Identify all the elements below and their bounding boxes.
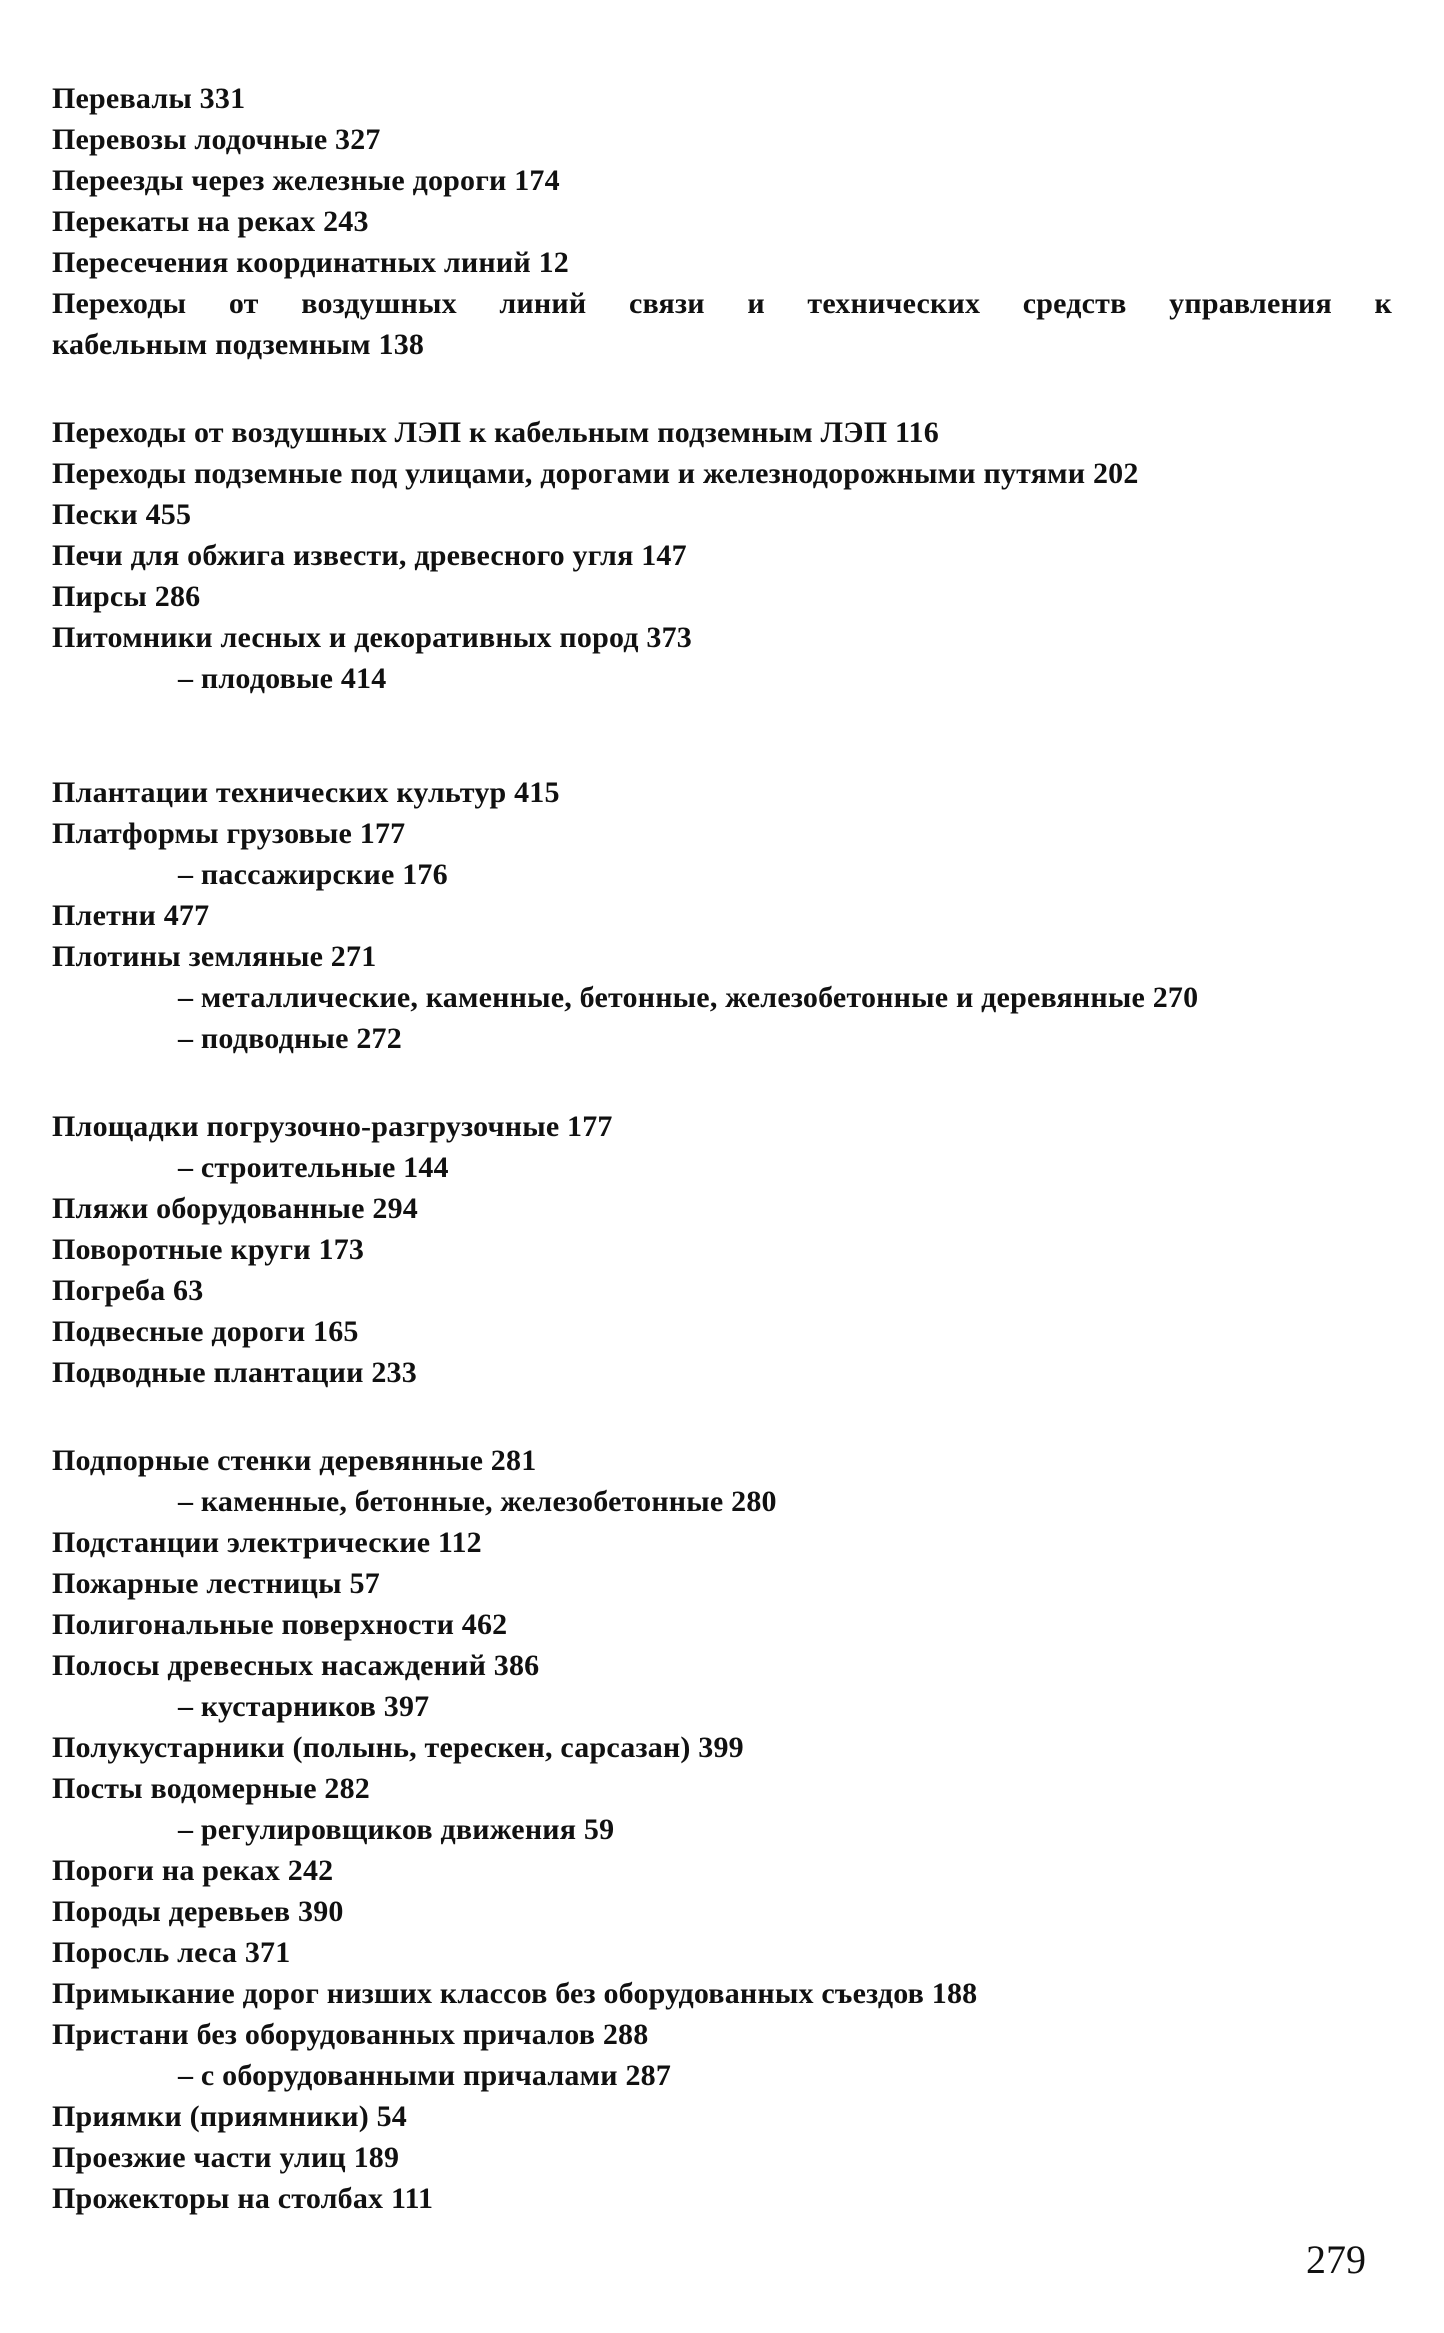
index-entry: Пристани без оборудованных причалов 288 [52, 2018, 649, 2051]
index-subentry: – с оборудованными причалами 287 [178, 2059, 672, 2092]
index-entry: Пирсы 286 [52, 580, 201, 613]
index-entry: Погреба 63 [52, 1274, 204, 1307]
index-entry: Пляжи оборудованные 294 [52, 1192, 418, 1225]
index-entry: Пересечения координатных линий 12 [52, 246, 569, 279]
index-entry: Платформы грузовые 177 [52, 817, 406, 850]
index-entry: Перекаты на реках 243 [52, 205, 369, 238]
index-subentry: – пассажирские 176 [178, 858, 448, 891]
index-entry: Переходы подземные под улицами, дорогами и железнодорожными путями 202 [52, 457, 1139, 490]
index-entry: Плантации технических культур 415 [52, 776, 560, 809]
index-entry: Плетни 477 [52, 899, 210, 932]
index-entry: Полигональные поверхности 462 [52, 1608, 508, 1641]
index-subentry: – подводные 272 [178, 1022, 402, 1055]
index-entry: Полукустарники (полынь, терескен, сарсазан) 399 [52, 1731, 744, 1764]
index-entry: Подстанции электрические 112 [52, 1526, 482, 1559]
index-entry: Подвесные дороги 165 [52, 1315, 359, 1348]
index-entry [52, 283, 1392, 324]
index-entry: Поросль леса 371 [52, 1936, 291, 1969]
index-subentry: – металлические, каменные, бетонные, железобетонные и деревянные 270 [178, 981, 1199, 1014]
index-block-3 [52, 772, 1392, 1059]
index-block-1 [52, 78, 1392, 365]
index-entry: Примыкание дорог низших классов без оборудованных съездов 188 [52, 1977, 978, 2010]
index-entry: Породы деревьев 390 [52, 1895, 344, 1928]
index-entry: Подпорные стенки деревянные 281 [52, 1444, 537, 1477]
index-entry: Посты водомерные 282 [52, 1772, 371, 1805]
index-subentry: – регулировщиков движения 59 [178, 1813, 615, 1846]
index-entry: Пески 455 [52, 498, 192, 531]
index-entry: Плотины земляные 271 [52, 940, 377, 973]
index-subentry: – строительные 144 [178, 1151, 449, 1184]
index-entry: кабельным подземным 138 [52, 328, 425, 361]
index-entry: Проезжие части улиц 189 [52, 2141, 400, 2174]
index-entry: Площадки погрузочно-разгрузочные 177 [52, 1110, 613, 1143]
index-block-5 [52, 1440, 1392, 2219]
index-entry: Полосы древесных насаждений 386 [52, 1649, 540, 1682]
index-entry: Пожарные лестницы 57 [52, 1567, 380, 1600]
index-entry: Переходы от воздушных ЛЭП к кабельным подземным ЛЭП 116 [52, 416, 939, 449]
page-number: 279 [1306, 2237, 1366, 2282]
index-subentry: – плодовые 414 [178, 662, 387, 695]
index-entry: Поворотные круги 173 [52, 1233, 365, 1266]
index-entry: Прожекторы на столбах 111 [52, 2182, 434, 2215]
index-subentry: – каменные, бетонные, железобетонные 280 [178, 1485, 777, 1518]
index-entry: Подводные плантации 233 [52, 1356, 417, 1389]
index-subentry: – кустарников 397 [178, 1690, 430, 1723]
index-entry: Питомники лесных и декоративных пород 373 [52, 621, 692, 654]
index-entry: Перевозы лодочные 327 [52, 123, 381, 156]
index-block-4 [52, 1106, 1392, 1393]
index-entry-justified-line: Переходы от воздушных линий связи и технических средств управления к [52, 287, 1392, 320]
index-entry: Пороги на реках 242 [52, 1854, 334, 1887]
index-entry: Печи для обжига извести, древесного угля 147 [52, 539, 687, 572]
index-entry: Переезды через железные дороги 174 [52, 164, 560, 197]
index-block-2 [52, 412, 1392, 699]
index-entry: Приямки (приямники) 54 [52, 2100, 407, 2133]
index-entry: Перевалы 331 [52, 82, 246, 115]
